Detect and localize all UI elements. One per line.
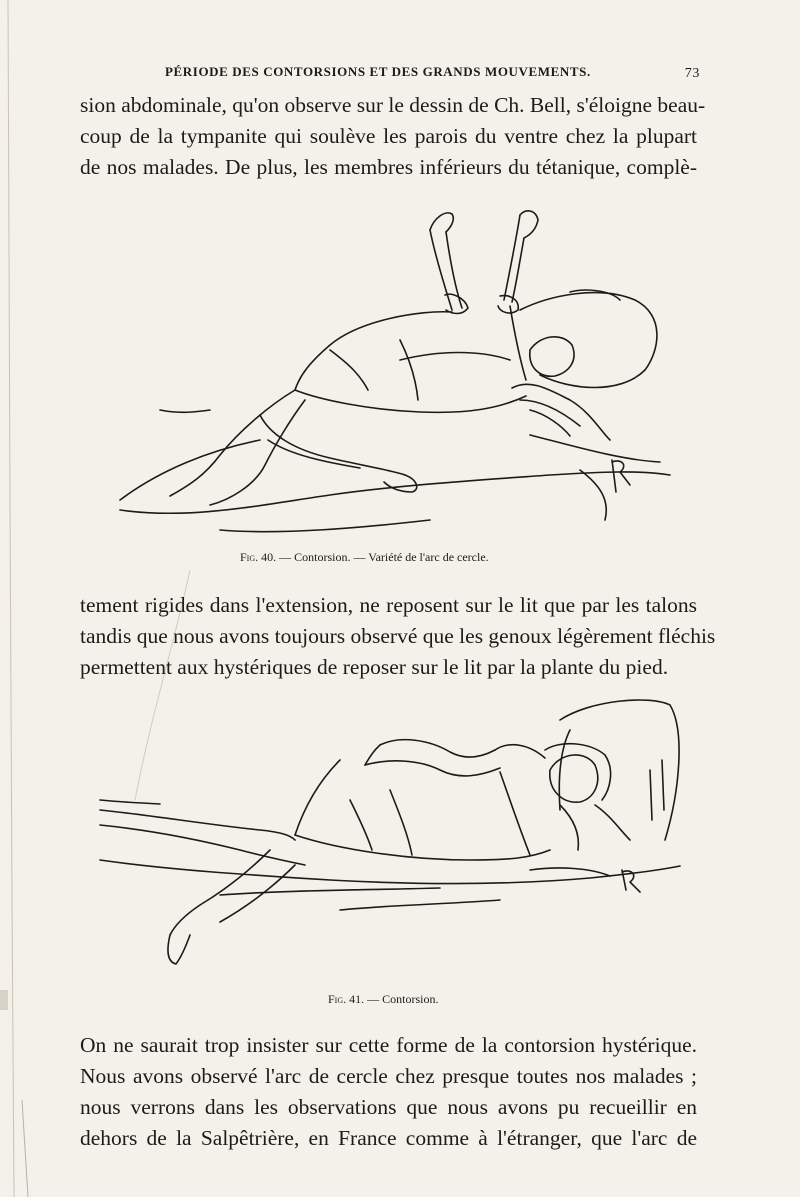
paragraph-3 xyxy=(80,1030,697,1154)
text-line: tement rigides dans l'extension, ne reposent sur le lit que par les talons xyxy=(80,593,697,617)
page-number: 73 xyxy=(684,66,700,81)
figure-40 xyxy=(100,200,700,564)
text-line: On ne saurait trop insister sur cette forme de la contorsion hystérique. xyxy=(80,1033,697,1057)
figure-41-illustration xyxy=(90,690,690,990)
figure-41-caption-text: — Contorsion. xyxy=(367,992,439,1006)
text-line: Nous avons observé l'arc de cercle chez presque toutes nos malades ; xyxy=(80,1064,697,1088)
figure-40-label: Fig. 40. xyxy=(240,550,277,564)
figure-41 xyxy=(90,690,690,1006)
text-line: dehors de la Salpêtrière, en France comme à l'étranger, que l'arc de xyxy=(80,1126,697,1150)
running-head-title: PÉRIODE DES CONTORSIONS ET DES GRANDS MOUVEMENTS. xyxy=(165,64,591,79)
text-line: sion abdominale, qu'on observe sur le dessin de Ch. Bell, s'éloigne beau- xyxy=(80,93,706,117)
paragraph-2 xyxy=(80,590,716,683)
text-line: nous verrons dans les observations que nous avons pu recueillir en xyxy=(80,1095,697,1119)
figure-40-caption-text: — Contorsion. — Variété de l'arc de cercle. xyxy=(279,550,489,564)
text-line: de nos malades. De plus, les membres inférieurs du tétanique, complè- xyxy=(80,155,697,179)
text-line: tandis que nous avons toujours observé que les genoux légèrement fléchis xyxy=(80,624,716,648)
text-line: permettent aux hystériques de reposer sur le lit par la plante du pied. xyxy=(80,655,669,679)
running-head xyxy=(80,64,700,84)
figure-40-illustration xyxy=(100,200,700,550)
figure-40-caption xyxy=(240,550,489,565)
text-line: coup de la tympanite qui soulève les parois du ventre chez la plupart xyxy=(80,124,697,148)
figure-41-caption xyxy=(328,992,438,1007)
paragraph-1 xyxy=(80,90,706,183)
figure-41-label: Fig. 41. xyxy=(328,992,365,1006)
